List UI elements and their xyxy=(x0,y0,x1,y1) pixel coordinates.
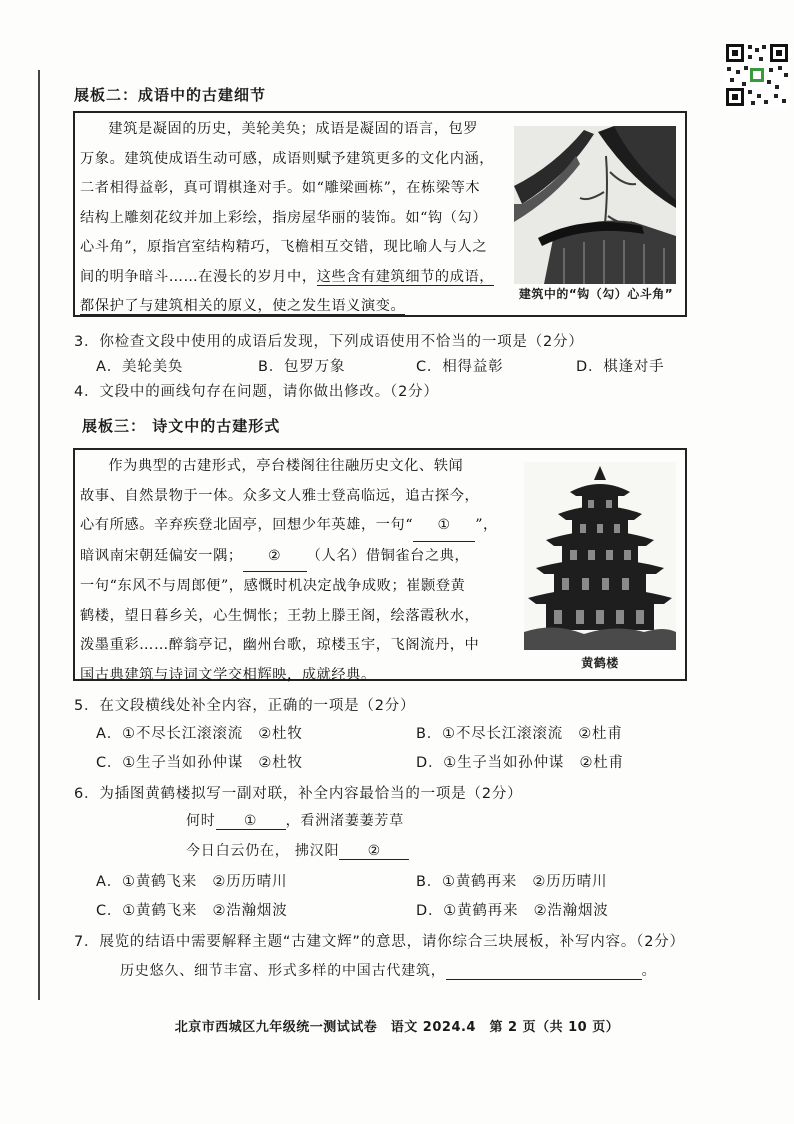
panel3-line: 一句“东风不与周郎便”，感慨时机决定战争成败；崔颢登黄 xyxy=(80,578,466,594)
panel2-text xyxy=(80,115,512,322)
panel3-line: 泼墨重彩……醉翁亭记，幽州台歌，琼楼玉宇，飞阁流丹，中 xyxy=(80,637,480,653)
panel3-line: 作为典型的古建形式，亭台楼阁往往融历史文化、轶闻 xyxy=(108,458,464,474)
q7-answer-blank[interactable] xyxy=(446,963,642,980)
panel2-caption: 建筑中的“钩（勾）心斗角” xyxy=(518,287,674,301)
q6-option-b: B．①黄鹤再来 ②历历晴川 xyxy=(416,874,608,890)
panel2-line: 建筑是凝固的历史，美轮美奂；成语是凝固的语言，包罗 xyxy=(108,121,479,137)
panel2-line: 间的明争暗斗……在漫长的岁月中，这些含有建筑细节的成语， xyxy=(80,268,495,285)
couplet-line-2: 今日白云仍在， 拂汉阳 ② xyxy=(186,840,409,860)
q7-answer: 历史悠久、细节丰富、形式多样的中国古代建筑， 。 xyxy=(120,963,657,979)
qr-code xyxy=(724,42,790,108)
couplet-blank-1: ① xyxy=(216,813,286,830)
question-7: 7．展览的结语中需要解释主题“古建文辉”的意思，请你综合三块展板，补写内容。（2分） xyxy=(74,934,685,950)
couplet-blank-2: ② xyxy=(339,843,409,860)
panel3-caption: 黄鹤楼 xyxy=(581,656,619,670)
panel3-line: 鹤楼，望日暮乡关，心生惆怅；王勃上滕王阁，绘落霞秋水， xyxy=(80,607,480,624)
panel3-title: 展板三： 诗文中的古建形式 xyxy=(82,417,281,435)
question-3: 3．你检查文段中使用的成语后发现，下列成语使用不恰当的一项是（2分） xyxy=(74,334,584,350)
panel3-line: 故事、自然景物于一体。众多文人雅士登高临远，追古探今， xyxy=(80,487,480,504)
panel3-text xyxy=(80,452,520,690)
panel3-line: 国古典建筑与诗词文学交相辉映，成就经典。 xyxy=(80,666,376,683)
panel2-title: 展板二：成语中的古建细节 xyxy=(74,86,267,104)
blank-2: ② xyxy=(243,542,307,573)
page-binding-line xyxy=(38,70,40,1000)
panel2-line: 万象。建筑使成语生动可感，成语则赋予建筑更多的文化内涵， xyxy=(80,150,495,167)
couplet-line-1: 何时 ① ，看洲渚萋萋芳草 xyxy=(186,813,405,829)
panel2-line: 结构上雕刻花纹并加上彩绘，指房屋华丽的装饰。如“钩（勾） xyxy=(80,209,488,226)
q3-option-d: D．棋逢对手 xyxy=(576,359,665,375)
panel2-line: 二者相得益彰，真可谓棋逢对手。如“雕梁画栋”，在栋梁等木 xyxy=(80,180,481,196)
panel3-line: 暗讽南宋朝廷偏安一隅； ② （人名）借铜雀台之典， xyxy=(80,542,520,573)
q5-option-c: C．①生子当如孙仲谋 ②杜牧 xyxy=(96,755,303,771)
eaves-photo xyxy=(514,126,676,284)
question-4: 4．文段中的画线句存在问题，请你做出修改。（2分） xyxy=(74,384,439,400)
panel2-line: 心斗角”，原指宫室结构精巧，飞檐相互交错，现比喻人与人之 xyxy=(80,239,488,255)
q6-option-c: C．①黄鹤飞来 ②浩瀚烟波 xyxy=(96,903,288,919)
q3-option-b: B．包罗万象 xyxy=(258,359,346,375)
question-6: 6．为插图黄鹤楼拟写一副对联，补全内容最恰当的一项是（2分） xyxy=(74,786,523,802)
blank-1: ① xyxy=(413,511,475,542)
q6-option-d: D．①黄鹤再来 ②浩瀚烟波 xyxy=(416,903,609,919)
panel3-line: 心有所感。辛弃疾登北固亭，回想少年英雄，一句“ ① ”， xyxy=(80,511,520,542)
underlined-sentence: 都保护了与建筑相关的原义，使之发生语义演变。 xyxy=(80,298,406,314)
question-5: 5．在文段横线处补全内容，正确的一项是（2分） xyxy=(74,698,416,714)
q5-option-a: A．①不尽长江滚滚流 ②杜牧 xyxy=(96,726,303,742)
q5-option-d: D．①生子当如孙仲谋 ②杜甫 xyxy=(416,755,624,771)
q3-option-a: A．美轮美奂 xyxy=(96,359,184,375)
yellow-crane-tower-photo xyxy=(524,462,676,650)
panel2-line xyxy=(80,292,512,322)
q5-option-b: B．①不尽长江滚滚流 ②杜甫 xyxy=(416,726,623,742)
q6-option-a: A．①黄鹤飞来 ②历历晴川 xyxy=(96,874,288,890)
q3-option-c: C．相得益彰 xyxy=(416,359,504,375)
underlined-sentence: 这些含有建筑细节的成语， xyxy=(316,268,495,285)
page-footer: 北京市西城区九年级统一测试试卷 语文 2024.4 第 2 页（共 10 页） xyxy=(174,1020,620,1035)
